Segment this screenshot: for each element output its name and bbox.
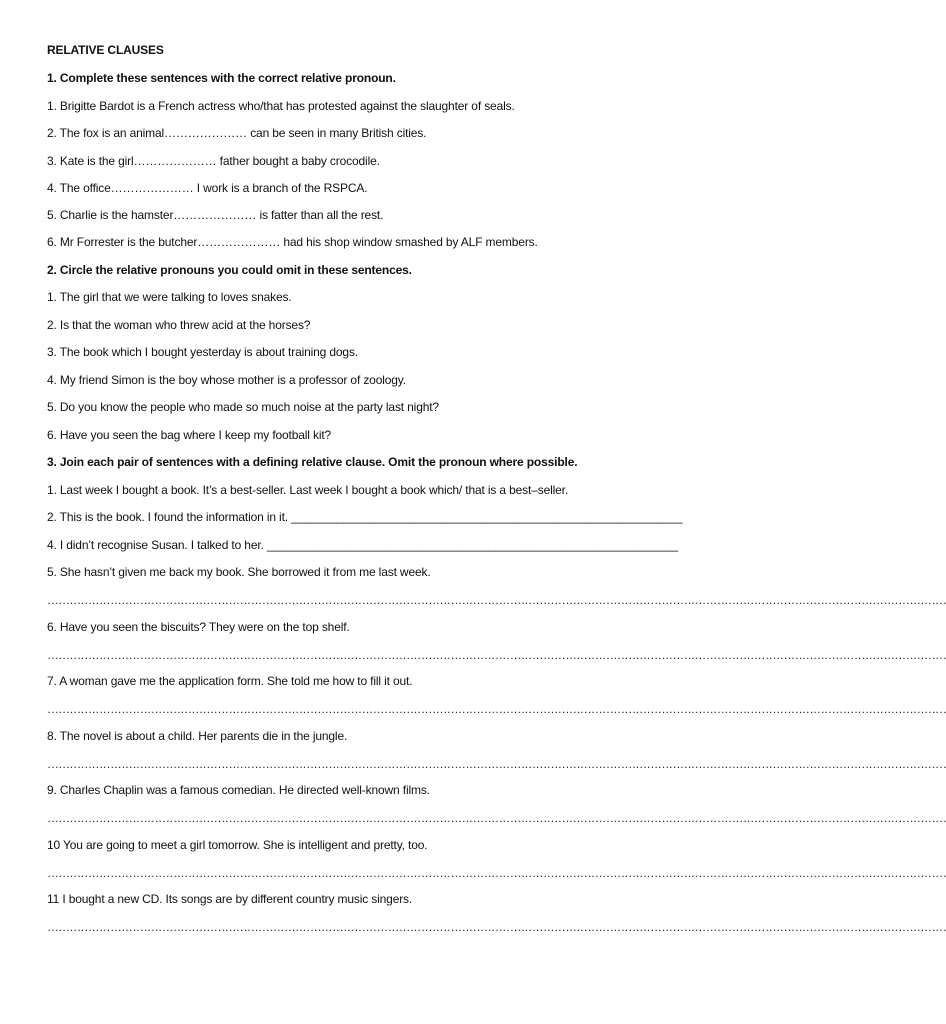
answer-line[interactable]: ……………………………………………………………………………………………………………………………………………………………………………………………………………………… [47, 593, 946, 607]
section-1-item: 5. Charlie is the hamster………………… is fatter than all the rest. [47, 208, 384, 222]
section-3-example: 1. Last week I bought a book. It’s a best-seller. Last week I bought a book which/ that is a best–seller. [47, 483, 569, 497]
section-2-item: 2. Is that the woman who threw acid at the horses? [47, 318, 311, 332]
section-3-item: 7. A woman gave me the application form. She told me how to fill it out. [47, 674, 413, 688]
answer-line[interactable]: ……………………………………………………………………………………………………………………………………………………………………………………………………………………… [47, 648, 946, 662]
section-3-item: 9. Charles Chaplin was a famous comedian. He directed well-known films. [47, 783, 430, 797]
section-2-item: 1. The girl that we were talking to loves snakes. [47, 290, 292, 304]
section-3-item: 5. She hasn’t given me back my book. She borrowed it from me last week. [47, 565, 431, 579]
section-1-item: 4. The office………………… I work is a branch of the RSPCA. [47, 181, 368, 195]
answer-line[interactable]: ……………………………………………………………………………………………………………………………………………………………………………………………………………………… [47, 702, 946, 716]
worksheet-title: RELATIVE CLAUSES [47, 43, 164, 57]
section-2-item: 4. My friend Simon is the boy whose mother is a professor of zoology. [47, 373, 406, 387]
section-1-item: 6. Mr Forrester is the butcher………………… had his shop window smashed by ALF members. [47, 235, 538, 249]
section-3-heading: 3. Join each pair of sentences with a defining relative clause. Omit the pronoun where possible. [47, 455, 578, 469]
section-1-item: 3. Kate is the girl………………… father bought a baby crocodile. [47, 154, 380, 168]
section-1-heading: 1. Complete these sentences with the correct relative pronoun. [47, 71, 396, 85]
section-3-item: 11 I bought a new CD. Its songs are by different country music singers. [47, 892, 413, 906]
section-2-item: 3. The book which I bought yesterday is about training dogs. [47, 345, 358, 359]
answer-line[interactable]: ……………………………………………………………………………………………………………………………………………………………………………………………………………………… [47, 920, 946, 934]
section-1-item: 2. The fox is an animal………………… can be seen in many British cities. [47, 126, 427, 140]
section-2-heading: 2. Circle the relative pronouns you could omit in these sentences. [47, 263, 412, 277]
section-3-item: 8. The novel is about a child. Her parents die in the jungle. [47, 729, 348, 743]
section-3-item: 4. I didn’t recognise Susan. I talked to her. _______________________________________________________________ [47, 538, 678, 552]
answer-line[interactable]: ……………………………………………………………………………………………………………………………………………………………………………………………………………………… [47, 757, 946, 771]
section-3-item: 2. This is the book. I found the information in it. ____________________________________________________________ [47, 510, 683, 524]
answer-line[interactable]: ……………………………………………………………………………………………………………………………………………………………………………………………………………………… [47, 866, 946, 880]
section-2-item: 5. Do you know the people who made so much noise at the party last night? [47, 400, 439, 414]
section-3-item: 10 You are going to meet a girl tomorrow. She is intelligent and pretty, too. [47, 838, 428, 852]
section-2-item: 6. Have you seen the bag where I keep my football kit? [47, 428, 332, 442]
section-3-item: 6. Have you seen the biscuits? They were on the top shelf. [47, 620, 350, 634]
answer-line[interactable]: ……………………………………………………………………………………………………………………………………………………………………………………………………………………… [47, 811, 946, 825]
section-1-item: 1. Brigitte Bardot is a French actress who/that has protested against the slaughter of seals. [47, 99, 515, 113]
